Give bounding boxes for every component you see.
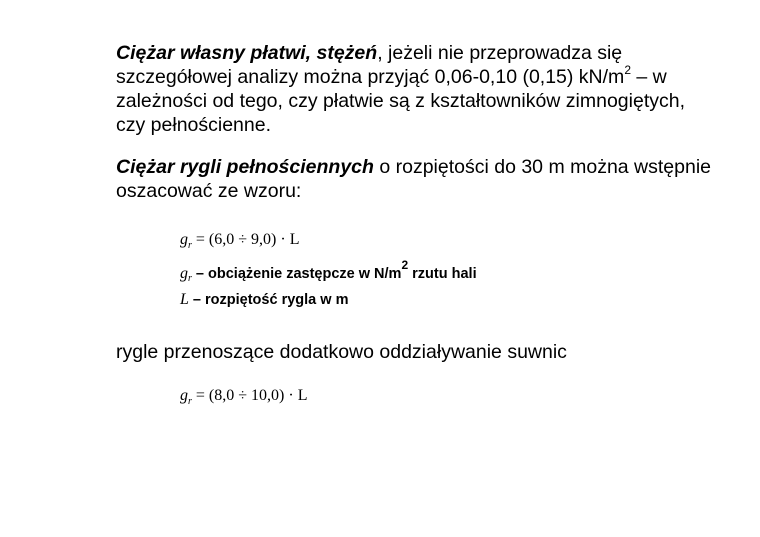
formula-rhs: = (6,0 ÷ 9,0) · L: [191, 231, 300, 248]
definition-L: [180, 291, 348, 309]
formula-rhs: = (8,0 ÷ 10,0) · L: [191, 387, 308, 404]
crane-girders-text: rygle przenoszące dodatkowo oddziaływanie suwnic: [116, 341, 567, 363]
definition-gr: [180, 258, 477, 284]
girder-weight-text: o rozpiętości do 30 m można wstępnie oszacować ze wzoru:: [116, 156, 712, 202]
purlin-weight-tail: – w zależności od tego, czy płatwie są z kształtowników zimnogiętych, czy pełnościenne.: [116, 66, 686, 136]
paragraph-crane-girders: [116, 340, 716, 364]
definition-symbol: $g_r$: [180, 265, 192, 284]
definition-text: – rozpiętość rygla w m: [188, 292, 349, 308]
purlin-weight-text: , jeżeli nie przeprowadza się szczegółowej analizy można przyjąć 0,06-0,10 (0,15) kN/m: [116, 42, 625, 88]
unit-exponent: 2: [624, 63, 631, 77]
term-purlin-weight: Ciężar własny płatwi, stężeń: [116, 42, 378, 64]
formula-girder-weight: [180, 231, 299, 251]
definition-exponent: 2: [401, 258, 409, 272]
formula-crane-girder-weight: [180, 387, 307, 407]
term-girder-weight: Ciężar rygli pełnościennych: [116, 156, 374, 178]
paragraph-purlin-weight: [116, 41, 716, 137]
formula-subscript: r: [188, 396, 192, 408]
paragraph-girder-weight: [116, 155, 716, 203]
formula-subscript: r: [188, 240, 192, 252]
definition-tail: rzutu hali: [408, 266, 477, 282]
definition-text: – obciążenie zastępcze w N/m: [191, 266, 402, 282]
definition-symbol: L: [180, 291, 189, 308]
formula-symbol: g: [180, 231, 188, 248]
formula-symbol: g: [180, 387, 188, 404]
